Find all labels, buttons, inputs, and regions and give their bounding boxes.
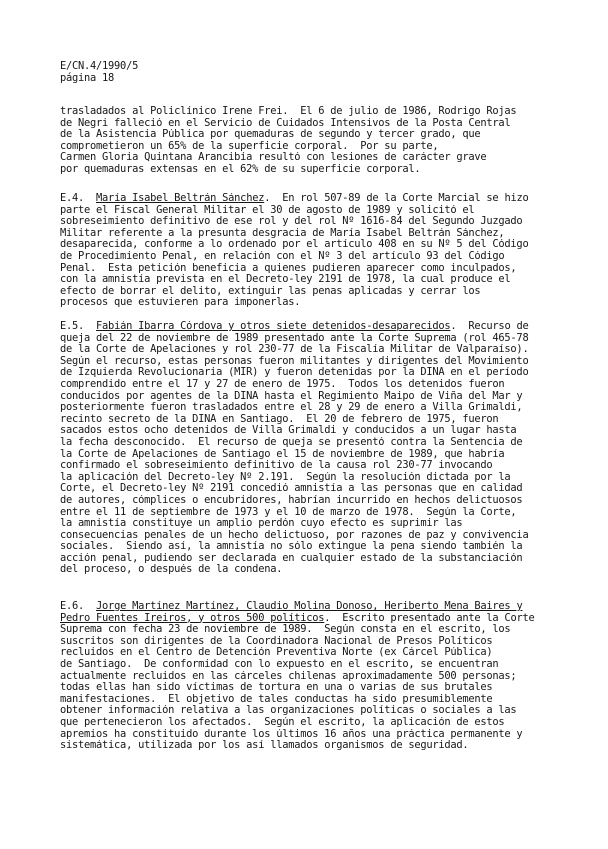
section-heading: [60, 601, 560, 613]
text-line: consecuencias penales de un hecho delictuoso, por razones de paz y convivencia: [60, 529, 529, 541]
document-symbol: E/CN.4/1990/5: [60, 60, 139, 72]
page-header: [60, 61, 138, 84]
text-line: la aplicación del Decreto-ley Nº 2.191. Según la resolución dictada por la: [60, 471, 511, 483]
person-names: Pedro Fuentes Ireiros, y otros 500 políticos: [60, 612, 325, 624]
text-line: sobreseimiento definitivo de ese rol y del rol Nº 1616-84 del Segundo Juzgado: [60, 216, 523, 228]
text-line: del proceso, o después de la condena.: [60, 564, 283, 576]
text-line: Penal. Esta petición beneficia a quienes pudieren aparecer como inculpados,: [60, 262, 517, 274]
text-line: efecto de borrar el delito, extinguir las penas aplicadas y cerrar los: [60, 285, 481, 297]
text-line: queja del 22 de noviembre de 1989 presentado ante la Corte Suprema (rol 465-78: [60, 332, 529, 344]
text-line: sociales. Siendo así, la amnistía no sólo extingue la pena siendo también la: [60, 541, 523, 553]
intro-paragraph: [60, 106, 560, 176]
text-line: apremios ha constituido durante los últimos 16 años una práctica permanente y: [60, 728, 523, 740]
text-line: con la amnistía prevista en el Decreto-ley 2191 de 1978, la cual produce el: [60, 274, 511, 286]
section-heading: [60, 321, 560, 333]
text-line: Carmen Gloria Quintana Arancibia resultó con lesiones de carácter grave: [60, 152, 487, 164]
text-line: la fecha desconocido. El recurso de queja se presentó contra la Sentencia de: [60, 436, 523, 448]
page-number: página 18: [60, 71, 115, 84]
text-line: [60, 613, 560, 625]
text-line: sistemática, utilizada por los así llamados organismos de seguridad.: [60, 740, 469, 752]
text-line: trasladados al Policlínico Irene Frei. El 6 de julio de 1986, Rodrigo Rojas: [60, 106, 517, 117]
text-line: la amnistía constituye un amplio perdón cuyo efecto es suprimir las: [60, 518, 463, 530]
text-line: comprendido entre el 17 y 27 de enero de 1975. Todos los detenidos fueron: [60, 378, 505, 390]
text-line: obtener información relativa a las organizaciones políticas o sociales a las: [60, 705, 517, 717]
person-name: Fabián Ibarra Córdova y otros siete detenidos-desaparecidos: [96, 321, 451, 332]
text-line: Corte, el Decreto-ley Nº 2191 concedió amnistía a las personas que en calidad: [60, 483, 523, 495]
text-line: recinto secreto de la DINA en Santiago. El 20 de febrero de 1975, fueron: [60, 413, 499, 425]
text-line: manifestaciones. El objetivo de tales conductas ha sido presumiblemente: [60, 693, 493, 705]
section-number: E.4.: [60, 193, 85, 204]
text-line: de Negri falleció en el Servicio de Cuidados Intensivos de la Posta Central: [60, 117, 511, 129]
text-line: comprometieron un 65% de la superficie corporal. Por su parte,: [60, 140, 439, 152]
text-line: . En rol 507-89 de la Corte Marcial se hizo: [264, 193, 529, 204]
text-line: actualmente recluidos en las cárceles chilenas aproximadamente 500 personas;: [60, 670, 517, 682]
section-e6: [60, 601, 560, 752]
text-line: de la Corte de Apelaciones y rol 230-77 de la Fiscalía Militar de Valparaíso).: [60, 344, 529, 356]
text-line: Suprema con fecha 23 de noviembre de 1989. Según consta en el escrito, los: [60, 624, 511, 636]
text-line: recluidos en el Centro de Detención Preventiva Norte (ex Cárcel Pública): [60, 647, 493, 659]
text-line: de Santiago. De conformidad con lo expuesto en el escrito, se encuentran: [60, 658, 499, 670]
text-line: . Recurso de: [450, 321, 529, 332]
person-name: María Isabel Beltrán Sánchez: [96, 193, 265, 204]
section-heading: [60, 193, 560, 205]
text-line: acción penal, pudiendo ser declarada en cualquier estado de la substanciación: [60, 552, 523, 564]
text-line: por quemaduras extensas en el 62% de su superficie corporal.: [60, 163, 421, 175]
text-line: procesos que estuvieren para imponerlas.: [60, 297, 301, 309]
text-line: de Procedimiento Penal, en relación con el Nº 3 del artículo 93 del Código: [60, 250, 505, 262]
text-line: la Corte de Apelaciones de Santiago el 15 de noviembre de 1989, que habría: [60, 448, 505, 460]
person-names: Jorge Martínez Martínez, Claudio Molina Donoso, Heriberto Mena Baires y: [96, 601, 523, 612]
text-line: de autores, cómplices o encubridores, habrían incurrido en hechos delictuosos: [60, 494, 523, 506]
text-line: desaparecida, conforme a lo ordenado por el artículo 408 en su Nº 5 del Código: [60, 239, 529, 251]
text-line: Militar referente a la presunta desgracia de María Isabel Beltrán Sánchez,: [60, 227, 505, 239]
text-line: que pertenecieron los afectados. Según el escrito, la aplicación de estos: [60, 716, 505, 728]
text-line: parte el Fiscal General Militar el 30 de agosto de 1989 y solicitó el: [60, 204, 475, 216]
text-line: confirmado el sobreseimiento definitivo de la causa rol 230-77 invocando: [60, 460, 493, 472]
text-line: . Escrito presentado ante la Corte: [324, 612, 535, 624]
text-line: de Izquierda Revolucionaria (MIR) y fueron detenidas por la DINA en el período: [60, 367, 529, 379]
text-line: de la Asistencia Pública por quemaduras de segundo y tercer grado, que: [60, 129, 481, 141]
text-line: Según el recurso, estas personas fueron militantes y dirigentes del Movimiento: [60, 355, 529, 367]
text-line: conducidos por agentes de la DINA hasta el Regimiento Maipo de Viña del Mar y: [60, 390, 523, 402]
section-e4: [60, 193, 560, 309]
section-e5: [60, 321, 560, 576]
section-number: E.5.: [60, 321, 85, 332]
text-line: posteriormente fueron trasladados entre el 28 y 29 de enero a Villa Grimaldi,: [60, 402, 523, 414]
text-line: suscritos son dirigentes de la Coordinadora Nacional de Presos Políticos: [60, 635, 493, 647]
text-line: entre el 11 de septiembre de 1973 y el 10 de marzo de 1978. Según la Corte,: [60, 506, 517, 518]
section-number: E.6.: [60, 601, 85, 612]
text-line: todas ellas han sido víctimas de tortura en una o varias de sus brutales: [60, 682, 493, 694]
text-line: sacados estos ocho detenidos de Villa Grimaldi y conducidos a un lugar hasta: [60, 425, 517, 437]
